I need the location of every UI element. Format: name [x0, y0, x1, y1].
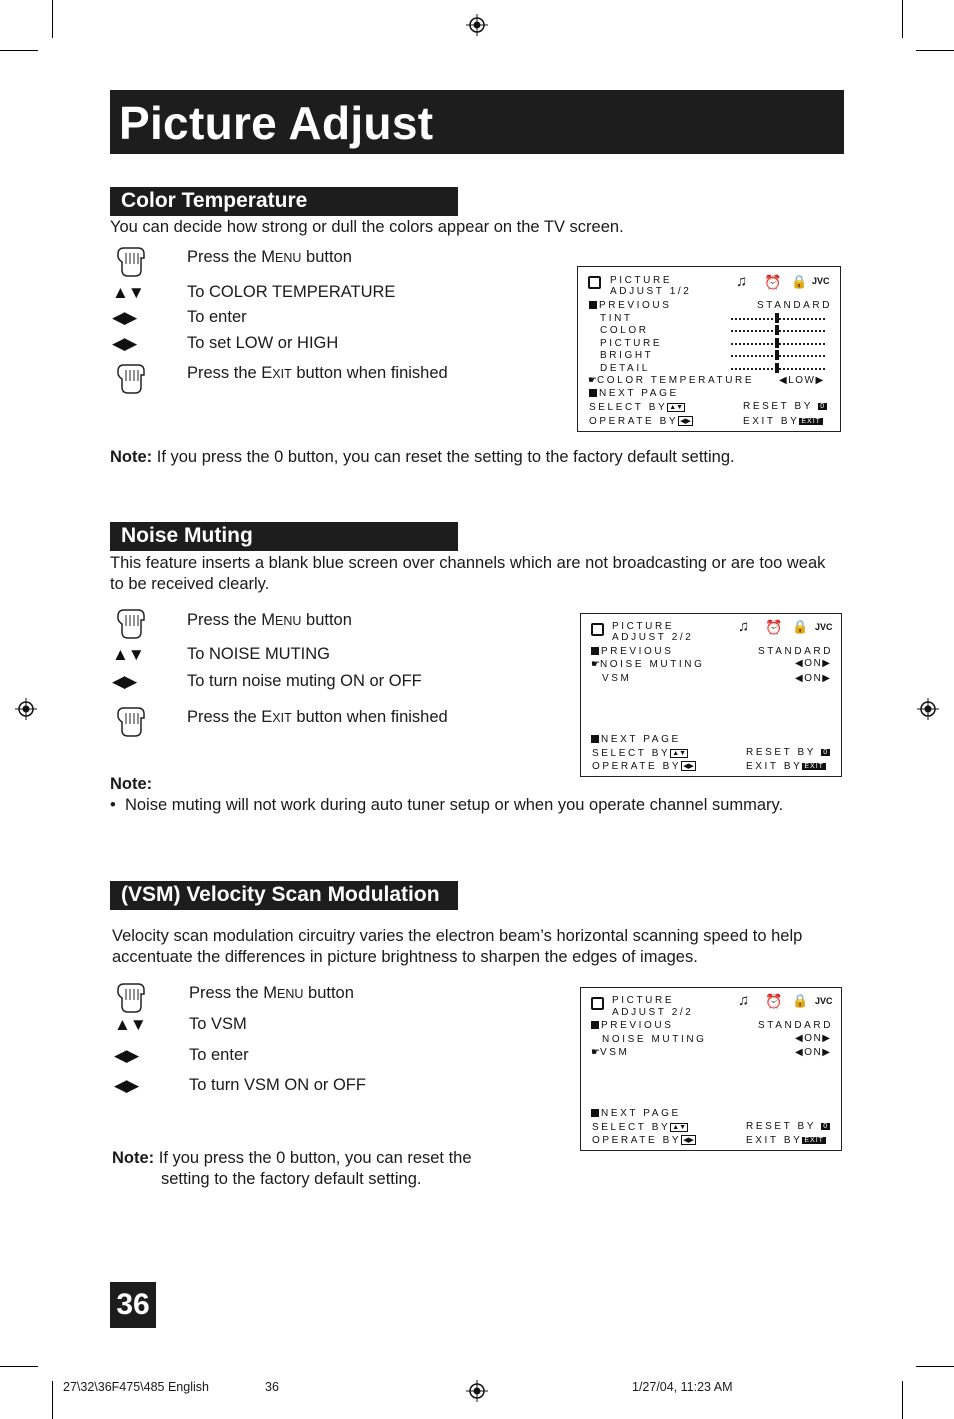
pointing-hand-icon	[114, 980, 148, 1014]
osd-value-on: ◀ON▶	[795, 658, 832, 669]
osd-reset: RESET BY 0	[746, 747, 829, 758]
osd-value-on: ◀ON▶	[795, 673, 832, 684]
page-title: Picture Adjust	[119, 97, 434, 149]
music-note-icon: ♫	[736, 273, 748, 290]
up-down-arrow-icon: ▲▼	[112, 283, 144, 302]
osd-item-picture: PICTURE	[600, 338, 663, 349]
step-press-exit: Press the EXIT button when finished	[187, 364, 448, 382]
osd-previous: PREVIOUS	[591, 646, 673, 657]
clock-icon: ⏰	[765, 993, 783, 1009]
pointing-hand-icon	[114, 361, 148, 395]
osd-value-low: ◀LOW▶	[779, 375, 825, 386]
footer-file: 27\32\36F475\485 English	[63, 1380, 209, 1394]
step-set-low-high: To set LOW or HIGH	[187, 334, 339, 352]
osd-next-page: NEXT PAGE	[591, 734, 681, 745]
osd-next-page: NEXT PAGE	[589, 388, 679, 399]
title-banner	[110, 90, 844, 154]
section-heading-text: Color Temperature	[121, 189, 308, 212]
step-press-menu: Press the MENU button	[187, 248, 352, 266]
osd-screen-picture-adjust-2: PICTURE ADJUST 2/2 ♫ ⏰ 🔒 JVC PREVIOUS STANDARD ☛NOISE MUTING ◀ON▶ VSM ◀ON▶ NEXT PAGE SELECT BY ▲▼ RESET BY 0 OPERATE BY ◀▶ EXIT BY EXIT	[580, 613, 842, 777]
osd-next-page: NEXT PAGE	[591, 1108, 681, 1119]
osd-reset: RESET BY 0	[743, 401, 826, 412]
pointing-hand-icon	[114, 704, 148, 738]
crop-mark	[902, 0, 903, 38]
osd-mode: STANDARD	[757, 300, 833, 311]
up-down-arrow-icon: ▲▼	[112, 645, 144, 664]
music-note-icon: ♫	[738, 992, 750, 1009]
left-right-arrow-icon: ◀▶	[112, 672, 137, 691]
registration-mark-icon	[466, 14, 488, 36]
section-heading-text: Noise Muting	[121, 524, 253, 547]
osd-item-color: COLOR	[600, 325, 649, 336]
note-bullet: • Noise muting will not work during auto tuner setup or when you operate channel summary.	[110, 796, 784, 814]
registration-mark-icon	[917, 698, 939, 720]
clock-icon: ⏰	[764, 274, 782, 290]
section-heading-color-temperature	[110, 187, 458, 216]
osd-item-vsm: VSM	[602, 673, 632, 684]
crop-mark	[52, 1381, 53, 1419]
note-vsm: Note: If you press the 0 button, you can reset the	[112, 1149, 472, 1167]
picture-icon	[588, 276, 601, 289]
section-intro: This feature inserts a blank blue screen over channels which are not broadcasting or are too weak to be received clearly.	[110, 554, 826, 593]
crop-mark	[52, 0, 53, 38]
music-note-icon: ♫	[738, 618, 750, 635]
lock-icon: 🔒	[792, 619, 809, 634]
osd-item-vsm: ☛VSM	[591, 1047, 630, 1058]
step-turn-noise-muting: To turn noise muting ON or OFF	[187, 672, 422, 690]
footer-page: 36	[265, 1380, 279, 1394]
note-noise-muting: Note:	[110, 775, 153, 793]
brand-logo: JVC	[815, 622, 833, 632]
left-right-arrow-icon: ◀▶	[112, 308, 137, 327]
page-number: 36	[110, 1282, 156, 1328]
registration-mark-icon	[466, 1380, 488, 1402]
crop-mark	[916, 1366, 954, 1367]
step-select-noise-muting: To NOISE MUTING	[187, 645, 331, 663]
osd-item-tint: TINT	[600, 313, 633, 324]
osd-item-detail: DETAIL	[600, 363, 650, 374]
osd-slider	[731, 339, 825, 347]
step-enter: To enter	[189, 1046, 249, 1064]
osd-value-on: ◀ON▶	[795, 1033, 832, 1044]
step-press-menu: Press the MENU button	[187, 611, 352, 629]
osd-select: SELECT BY ▲▼	[592, 748, 687, 759]
pointing-hand-icon	[114, 244, 148, 278]
osd-select: SELECT BY ▲▼	[589, 402, 684, 413]
osd-screen-picture-adjust-1: PICTURE ADJUST 1/2 ♫ ⏰ 🔒 JVC PREVIOUS STANDARD TINT COLOR PICTURE BRIGHT DETAIL ☛COLOR TEMPERATURE ◀LOW▶ NEXT PAGE SELECT BY ▲▼ RESET BY 0 OPERATE BY ◀▶ EXIT BY EXIT	[577, 266, 841, 432]
picture-icon	[591, 997, 604, 1010]
up-down-arrow-icon: ▲▼	[114, 1015, 146, 1034]
note-vsm-line2: setting to the factory default setting.	[161, 1170, 422, 1188]
registration-mark-icon	[15, 698, 37, 720]
section-heading-noise-muting	[110, 522, 458, 551]
clock-icon: ⏰	[765, 619, 783, 635]
step-select-vsm: To VSM	[189, 1015, 247, 1033]
osd-value-on: ◀ON▶	[795, 1047, 832, 1058]
osd-exit: EXIT BY EXIT	[746, 761, 824, 772]
pointing-hand-icon	[114, 606, 148, 640]
osd-operate: OPERATE BY ◀▶	[592, 1135, 694, 1146]
osd-slider	[731, 351, 825, 359]
osd-item-noise-muting: NOISE MUTING	[602, 1034, 707, 1045]
crop-mark	[0, 50, 38, 51]
picture-icon	[591, 623, 604, 636]
section-intro: You can decide how strong or dull the colors appear on the TV screen.	[110, 218, 624, 236]
osd-item-noise-muting: ☛NOISE MUTING	[591, 659, 705, 670]
section-intro: Velocity scan modulation circuitry varies the electron beam’s horizontal scanning speed to help accentuate the differences in picture brightness to sharpen the edges of images.	[112, 927, 803, 966]
left-right-arrow-icon: ◀▶	[114, 1046, 139, 1065]
step-press-exit: Press the EXIT button when finished	[187, 708, 448, 726]
osd-slider	[731, 314, 825, 322]
crop-mark	[902, 1381, 903, 1419]
osd-operate: OPERATE BY ◀▶	[592, 761, 694, 772]
osd-operate: OPERATE BY ◀▶	[589, 416, 691, 427]
footer-date: 1/27/04, 11:23 AM	[632, 1380, 733, 1394]
osd-item-color-temperature: ☛COLOR TEMPERATURE	[588, 375, 755, 386]
osd-screen-picture-adjust-vsm: PICTURE ADJUST 2/2 ♫ ⏰ 🔒 JVC PREVIOUS STANDARD NOISE MUTING ◀ON▶ ☛VSM ◀ON▶ NEXT PAGE SELECT BY ▲▼ RESET BY 0 OPERATE BY ◀▶ EXIT BY EXIT	[580, 987, 842, 1151]
crop-mark	[916, 50, 954, 51]
osd-select: SELECT BY ▲▼	[592, 1122, 687, 1133]
brand-logo: JVC	[812, 276, 830, 286]
crop-mark	[0, 1366, 38, 1367]
left-right-arrow-icon: ◀▶	[112, 334, 137, 353]
osd-mode: STANDARD	[758, 646, 834, 657]
osd-exit: EXIT BY EXIT	[743, 416, 821, 427]
section-heading-text: (VSM) Velocity Scan Modulation	[121, 883, 440, 906]
osd-mode: STANDARD	[758, 1020, 834, 1031]
lock-icon: 🔒	[792, 993, 809, 1008]
step-press-menu: Press the MENU button	[189, 984, 354, 1002]
osd-previous: PREVIOUS	[589, 300, 671, 311]
osd-slider	[731, 364, 825, 372]
osd-reset: RESET BY 0	[746, 1121, 829, 1132]
osd-item-bright: BRIGHT	[600, 350, 654, 361]
osd-slider	[731, 326, 825, 334]
note-color-temperature: Note: If you press the 0 button, you can reset the setting to the factory default setting.	[110, 448, 735, 466]
osd-exit: EXIT BY EXIT	[746, 1135, 824, 1146]
osd-previous: PREVIOUS	[591, 1020, 673, 1031]
step-select-color-temperature: To COLOR TEMPERATURE	[187, 283, 396, 301]
step-enter: To enter	[187, 308, 247, 326]
left-right-arrow-icon: ◀▶	[114, 1076, 139, 1095]
brand-logo: JVC	[815, 996, 833, 1006]
lock-icon: 🔒	[791, 274, 808, 289]
section-heading-vsm	[110, 881, 458, 910]
step-turn-vsm: To turn VSM ON or OFF	[189, 1076, 366, 1094]
